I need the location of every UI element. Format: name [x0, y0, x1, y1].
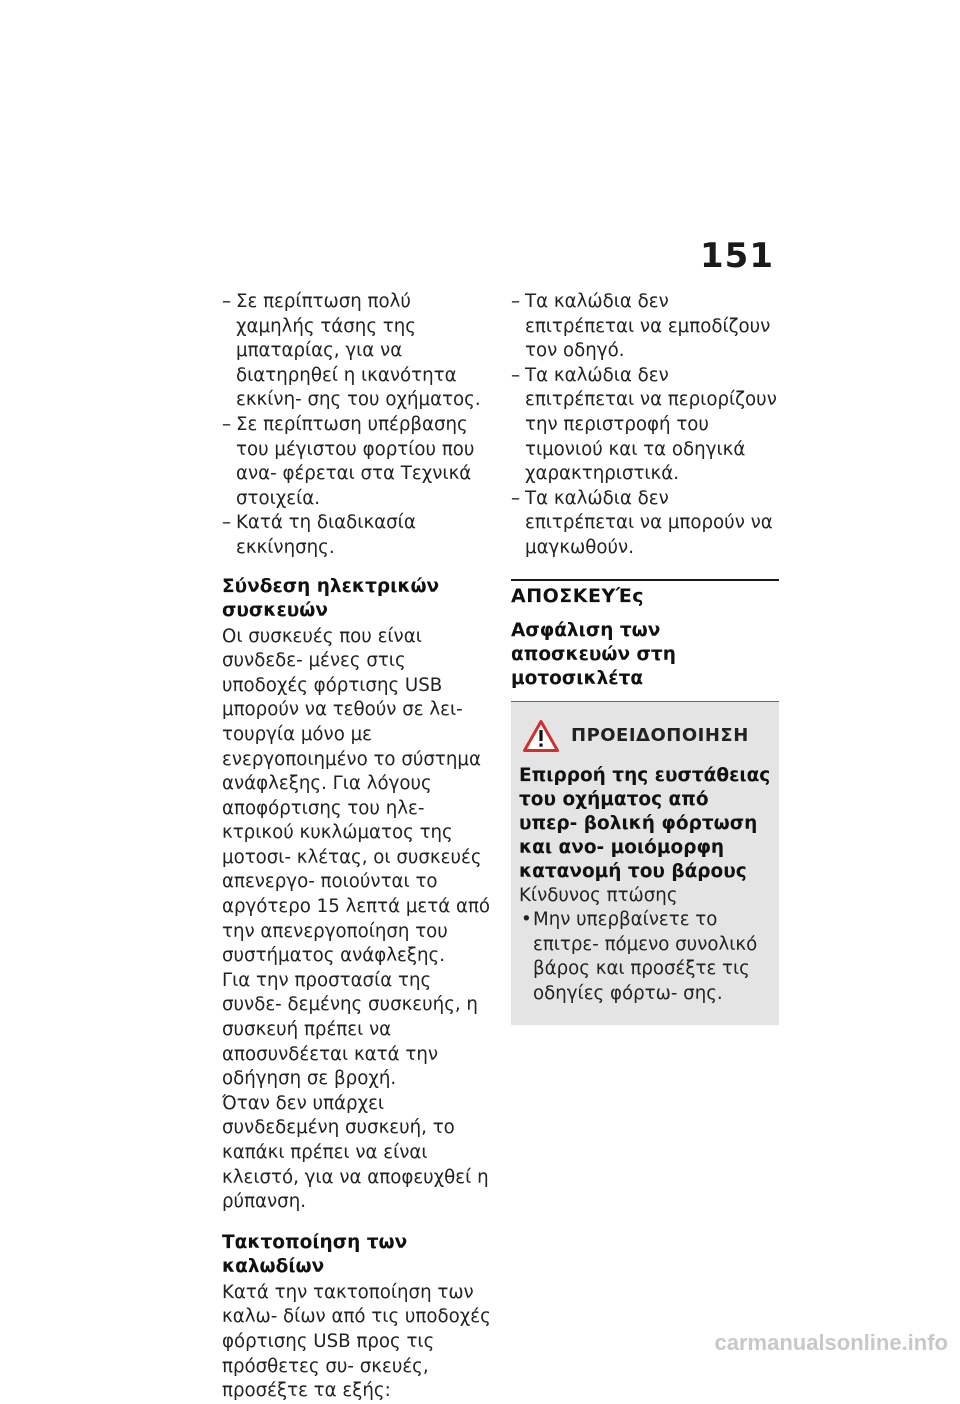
paragraph: Για την προστασία της συνδε- δεμένης συσκευής, η συσκευή πρέπει να αποσυνδέεται κατά την οδήγηση σε βροχή. — [222, 969, 478, 1090]
warning-danger: Κίνδυνος πτώσης — [519, 884, 678, 906]
section-heading-secure-luggage: Ασφάλιση των αποσκευών στη μοτοσικλέτα — [511, 619, 779, 702]
warning-instructions — [519, 908, 771, 1006]
list-item: – Σε περίπτωση πολύ χαμηλής τάσης της μπαταρίας, για να διατηρηθεί η ικανότητα εκκίνη- σης του οχήματος. — [222, 290, 492, 413]
list-item: – Σε περίπτωση υπέρβασης του μέγιστου φορτίου που ανα- φέρεται στα Τεχνικά στοιχεία. — [222, 413, 492, 511]
list-item: – Κατά τη διαδικασία εκκίνησης. — [222, 511, 492, 560]
section-heading-connect-devices: Σύνδεση ηλεκτρικών συσκευών — [222, 575, 440, 621]
list-item: • Μην υπερβαίνετε το επιτρε- πόμενο συνολικό βάρος και προσέξτε τις οδηγίες φόρτω- σης. — [519, 908, 771, 1006]
warning-hazard: Επιρροή της ευστάθειας του οχήματος από υπερ- βολική φόρτωση και ανο- μοιόμορφη κατανομή του βάρους — [519, 764, 771, 882]
section-heading-cable-routing: Τακτοποίηση των καλωδίων — [222, 1231, 408, 1277]
right-column — [511, 290, 779, 1025]
paragraph: Κατά την τακτοποίηση των καλω- δίων από τις υποδοχές φόρτισης USB προς τις πρόσθετες συ- σκευές, προσέξτε τα εξής: — [222, 1281, 491, 1402]
cable-rules-list — [511, 290, 779, 561]
chapter-heading: ΑΠΟΣΚΕΥΈς — [511, 579, 779, 607]
warning-triangle-icon — [523, 720, 559, 752]
paragraph: Όταν δεν υπάρχει συνδεδεμένη συσκευή, το καπάκι πρέπει να είναι κλειστό, για να αποφευχθεί η ρύπανση. — [222, 1092, 489, 1213]
watermark: carmanualsonline.info — [714, 1330, 948, 1355]
warning-title: ΠΡΟΕΙΔΟΠΟΙΗΣΗ — [571, 725, 749, 747]
warning-header — [519, 720, 771, 752]
paragraph: Οι συσκευές που είναι συνδεδε- μένες στις υποδοχές φόρτισης USB μπορούν να τεθούν σε λει- τουργία μόνο με ενεργοποιημένο το σύστημα ανάφλεξης. Για λόγους αποφόρτισης του ηλε- κτρικού κυκλώματος της μοτοσι- κλέτας, οι συσκευές απενεργο- ποιούνται το αργότερο 15 λεπτά μετά από την απενεργοποίηση του συστήματος ανάφλεξης. — [222, 625, 491, 967]
conditions-list — [222, 290, 492, 561]
list-item: – Τα καλώδια δεν επιτρέπεται να περιορίζουν την περιστροφή του τιμονιού και τα οδηγικά χαρακτηριστικά. — [511, 364, 779, 487]
left-column — [222, 290, 492, 1404]
list-item: – Τα καλώδια δεν επιτρέπεται να εμποδίζουν τον οδηγό. — [511, 290, 779, 364]
page-number: 151 — [700, 236, 774, 276]
warning-box — [511, 702, 779, 1025]
list-item: – Τα καλώδια δεν επιτρέπεται να μπορούν να μαγκωθούν. — [511, 487, 779, 561]
